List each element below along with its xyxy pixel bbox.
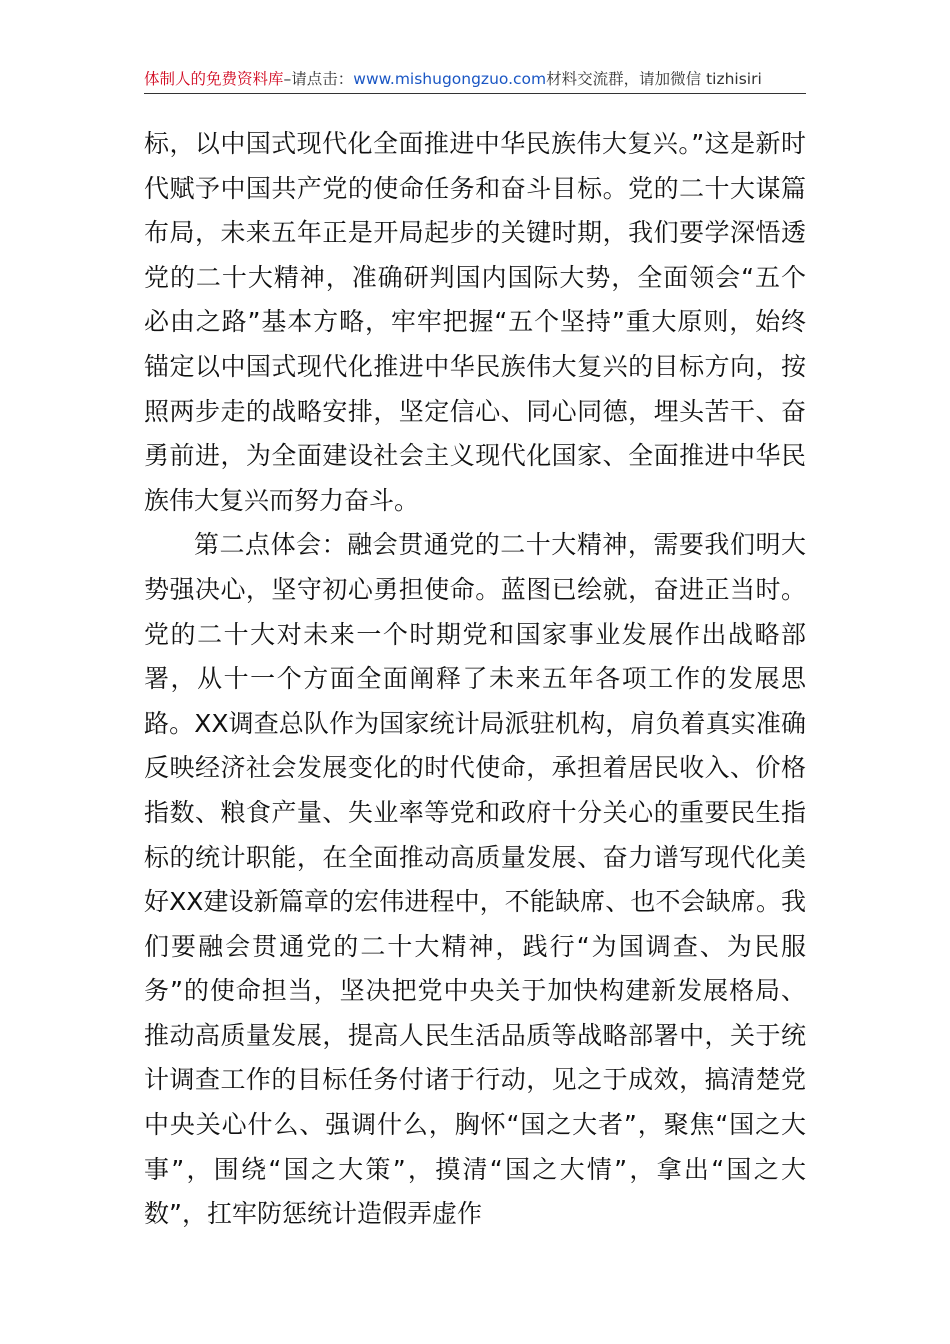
header-url-link[interactable]: www.mishugongzuo.com <box>353 70 547 88</box>
paragraph-continued: 标，以中国式现代化全面推进中华民族伟大复兴。”这是新时代赋予中国共产党的使命任务和奋斗目标。党的二十大谋篇布局，未来五年正是开局起步的关键时期，我们要学深悟透党的二十大精神，准确研判国内国际大势，全面领会“五个必由之路”基本方略，牢牢把握“五个坚持”重大原则，始终锚定以中国式现代化推进中华民族伟大复兴的目标方向，按照两步走的战略安排，坚定信心、同心同德，埋头苦干、奋勇前进，为全面建设社会主义现代化国家、全面推进中华民族伟大复兴而努力奋斗。 <box>144 129 806 515</box>
header-prompt: –请点击： <box>283 70 354 88</box>
header-divider <box>144 93 806 94</box>
header-brand: 体制人的免费资料库 <box>144 70 284 88</box>
header-contact-text: 材料交流群，请加微信 tizhisiri <box>546 70 762 88</box>
page-header <box>144 66 806 92</box>
paragraph-second-insight: 第二点体会：融会贯通党的二十大精神，需要我们明大势强决心，坚守初心勇担使命。蓝图已绘就，奋进正当时。党的二十大对未来一个时期党和国家事业发展作出战略部署，从十一个方面全面阐释了未来五年各项工作的发展思路。XX调查总队作为国家统计局派驻机构，肩负着真实准确反映经济社会发展变化的时代使命，承担着居民收入、价格指数、粮食产量、失业率等党和政府十分关心的重要民生指标的统计职能，在全面推动高质量发展、奋力谱写现代化美好XX建设新篇章的宏伟进程中，不能缺席、也不会缺席。我们要融会贯通党的二十大精神，践行“为国调查、为民服务”的使命担当，坚决把党中央关于加快构建新发展格局、推动高质量发展，提高人民生活品质等战略部署中，关于统计调查工作的目标任务付诸于行动，见之于成效，搞清楚党中央关心什么、强调什么，胸怀“国之大者”，聚焦“国之大事”，围绕“国之大策”，摸清“国之大情”，拿出“国之大数”，扛牢防惩统计造假弄虚作 <box>144 530 806 1229</box>
document-body <box>144 122 806 1237</box>
